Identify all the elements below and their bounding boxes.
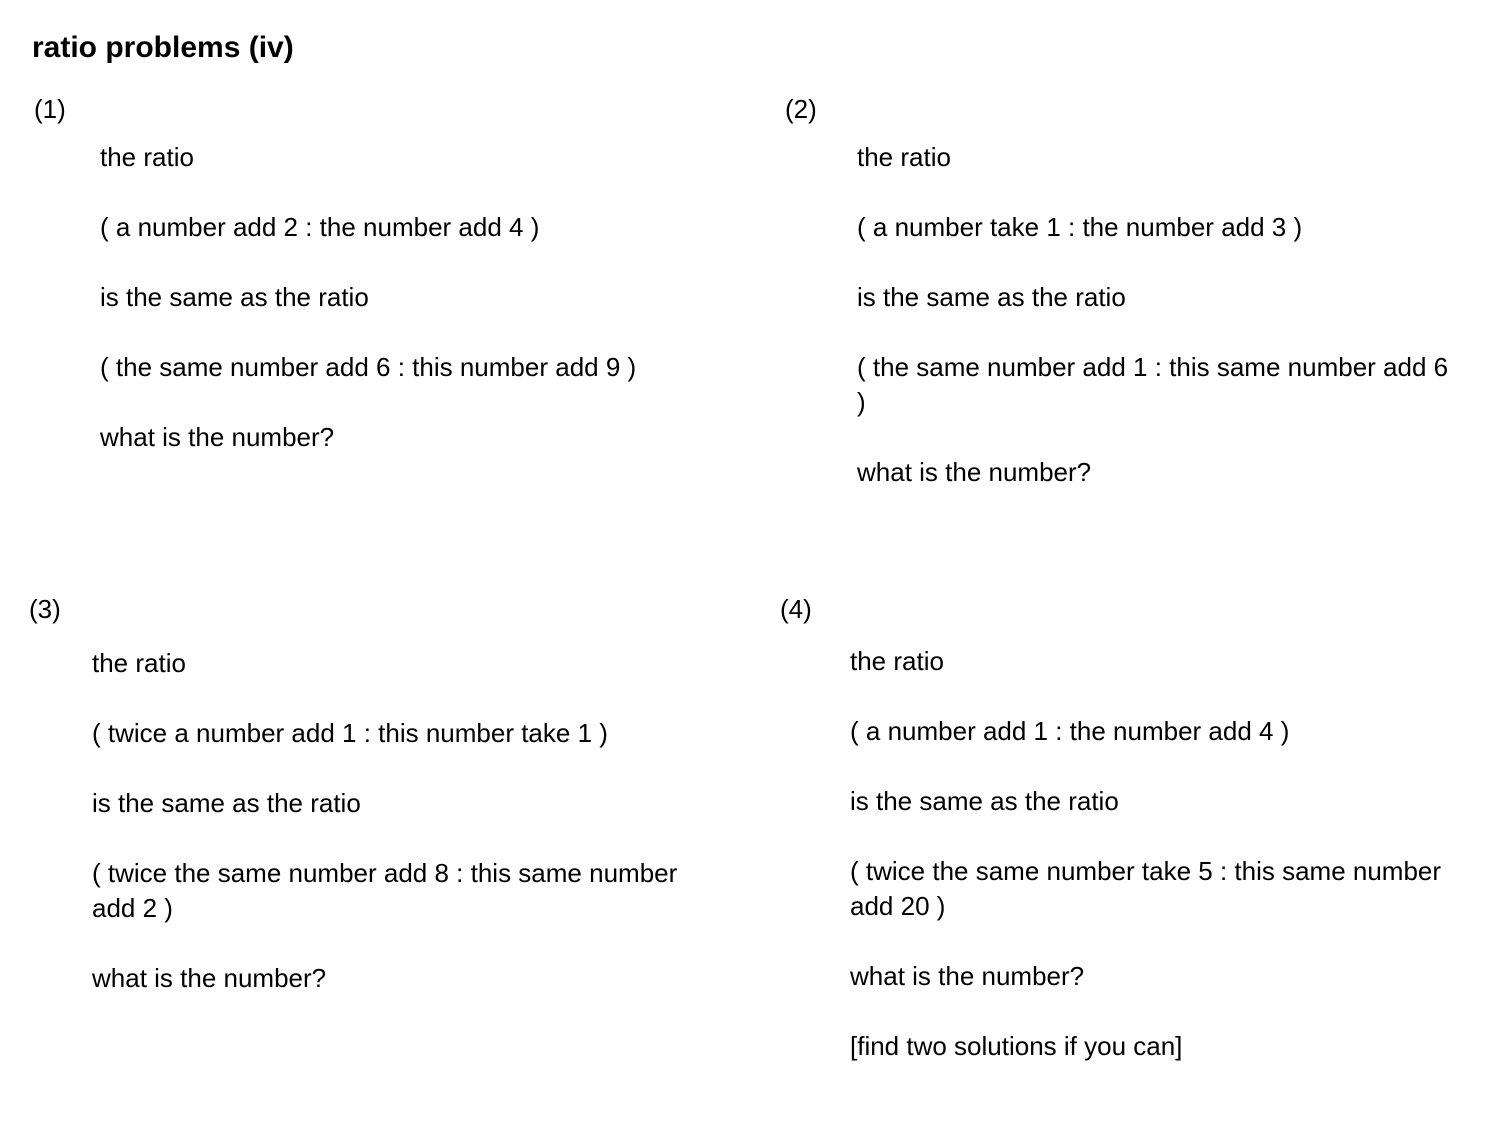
- problem-line: ( a number add 1 : the number add 4 ): [850, 716, 1290, 746]
- problem-question: what is the number?: [857, 457, 1092, 487]
- page-title: ratio problems (iv): [32, 31, 294, 64]
- problem-3-text: [92, 646, 692, 996]
- problem-line: is the same as the ratio: [100, 282, 369, 312]
- problem-number: (1): [34, 94, 66, 124]
- problem-line: ( twice the same number add 8 : this same number add 2 ): [92, 858, 678, 923]
- problem-line: the ratio: [100, 142, 194, 172]
- problem-question: what is the number?: [100, 422, 335, 452]
- problem-line: the ratio: [92, 648, 186, 678]
- problem-4-text: [850, 644, 1450, 1064]
- problem-line: is the same as the ratio: [857, 282, 1126, 312]
- problem-number: (2): [785, 94, 817, 124]
- problem-line: ( a number take 1 : the number add 3 ): [857, 212, 1303, 242]
- problem-number: (3): [29, 594, 61, 624]
- problem-line: ( twice the same number take 5 : this same number add 20 ): [850, 856, 1442, 921]
- problem-line: ( the same number add 1 : this same number add 6 ): [857, 352, 1449, 417]
- problem-line: is the same as the ratio: [850, 786, 1119, 816]
- problem-line: is the same as the ratio: [92, 788, 361, 818]
- problem-1-text: [100, 140, 740, 455]
- problem-line: the ratio: [850, 646, 944, 676]
- problem-line: ( a number add 2 : the number add 4 ): [100, 212, 540, 242]
- problem-line: ( the same number add 6 : this number add 9 ): [100, 352, 637, 382]
- problem-question: what is the number?: [850, 961, 1085, 991]
- problem-number: (4): [780, 594, 812, 624]
- problem-2-text: [857, 140, 1457, 490]
- problem-line: ( twice a number add 1 : this number take 1 ): [92, 718, 608, 748]
- problem-hint: [find two solutions if you can]: [850, 1031, 1183, 1061]
- problem-question: what is the number?: [92, 963, 327, 993]
- problem-line: the ratio: [857, 142, 951, 172]
